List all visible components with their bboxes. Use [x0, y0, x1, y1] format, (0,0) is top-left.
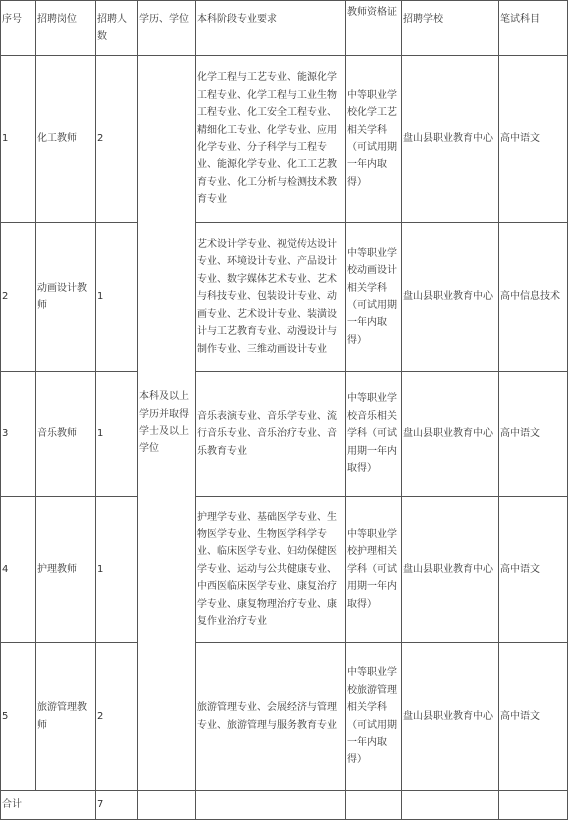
row-school: 盘山县职业教育中心 [402, 223, 499, 372]
row-major: 艺术设计学专业、视觉传达设计专业、环境设计专业、产品设计专业、数字媒体艺术专业、艺术与科技专业、包装设计专业、动画专业、艺术设计专业、装潢设计与工艺教育专业、动漫设计与制作专业、三维动画设计专业 [196, 223, 346, 372]
row-position: 化工教师 [36, 56, 96, 223]
row-school: 盘山县职业教育中心 [402, 643, 499, 791]
row-school: 盘山县职业教育中心 [402, 56, 499, 223]
header-education: 学历、学位 [138, 1, 196, 56]
row-position: 旅游管理教师 [36, 643, 96, 791]
row-major: 音乐表演专业、音乐学专业、流行音乐专业、音乐治疗专业、音乐教育专业 [196, 372, 346, 497]
row-seq: 2 [1, 223, 36, 372]
row-exam: 高中语文 [499, 497, 568, 643]
row-exam: 高中信息技术 [499, 223, 568, 372]
header-seq: 序号 [1, 1, 36, 56]
empty-cell [346, 791, 402, 820]
table-row [1, 56, 568, 223]
row-position: 音乐教师 [36, 372, 96, 497]
row-certificate: 中等职业学校音乐相关学科（可试用期一年内取得） [346, 372, 402, 497]
row-school: 盘山县职业教育中心 [402, 372, 499, 497]
table-row [1, 497, 568, 643]
header-major: 本科阶段专业要求 [196, 1, 346, 56]
row-position: 动画设计教师 [36, 223, 96, 372]
row-count: 2 [96, 56, 138, 223]
header-count: 招聘人数 [96, 1, 138, 56]
table-row [1, 643, 568, 791]
total-row [1, 791, 568, 820]
empty-cell [499, 791, 568, 820]
education-requirement: 本科及以上学历并取得学士及以上学位 [138, 56, 196, 791]
row-certificate: 中等职业学校动画设计相关学科（可试用期一年内取得） [346, 223, 402, 372]
row-school: 盘山县职业教育中心 [402, 497, 499, 643]
header-school: 招聘学校 [402, 1, 499, 56]
table-row [1, 223, 568, 372]
row-seq: 4 [1, 497, 36, 643]
header-certificate: 教师资格证 [346, 1, 402, 56]
row-exam: 高中语文 [499, 56, 568, 223]
row-position: 护理教师 [36, 497, 96, 643]
row-count: 1 [96, 223, 138, 372]
empty-cell [138, 791, 196, 820]
row-major: 旅游管理专业、会展经济与管理专业、旅游管理与服务教育专业 [196, 643, 346, 791]
empty-cell [402, 791, 499, 820]
row-major: 化学工程与工艺专业、能源化学工程专业、化学工程与工业生物工程专业、化工安全工程专业、精细化工专业、化学专业、应用化学专业、分子科学与工程专业、能源化学专业、化工工艺教育专业、化工分析与检测技术教育专业 [196, 56, 346, 223]
row-seq: 1 [1, 56, 36, 223]
row-seq: 3 [1, 372, 36, 497]
row-major: 护理学专业、基础医学专业、生物医学专业、生物医学科学专业、临床医学专业、妇幼保健医学专业、运动与公共健康专业、中西医临床医学专业、康复治疗学专业、康复物理治疗专业、康复作业治疗专业 [196, 497, 346, 643]
row-count: 1 [96, 497, 138, 643]
table-header-row [1, 1, 568, 56]
row-exam: 高中语文 [499, 372, 568, 497]
total-label: 合计 [1, 791, 96, 820]
row-certificate: 中等职业学校旅游管理相关学科（可试用期一年内取得） [346, 643, 402, 791]
row-exam: 高中语文 [499, 643, 568, 791]
header-position: 招聘岗位 [36, 1, 96, 56]
total-count: 7 [96, 791, 138, 820]
row-certificate: 中等职业学校护理相关学科（可试用期一年内取得） [346, 497, 402, 643]
row-certificate: 中等职业学校化学工艺相关学科（可试用期一年内取得） [346, 56, 402, 223]
header-exam: 笔试科目 [499, 1, 568, 56]
empty-cell [196, 791, 346, 820]
row-count: 2 [96, 643, 138, 791]
table-row [1, 372, 568, 497]
row-seq: 5 [1, 643, 36, 791]
row-count: 1 [96, 372, 138, 497]
